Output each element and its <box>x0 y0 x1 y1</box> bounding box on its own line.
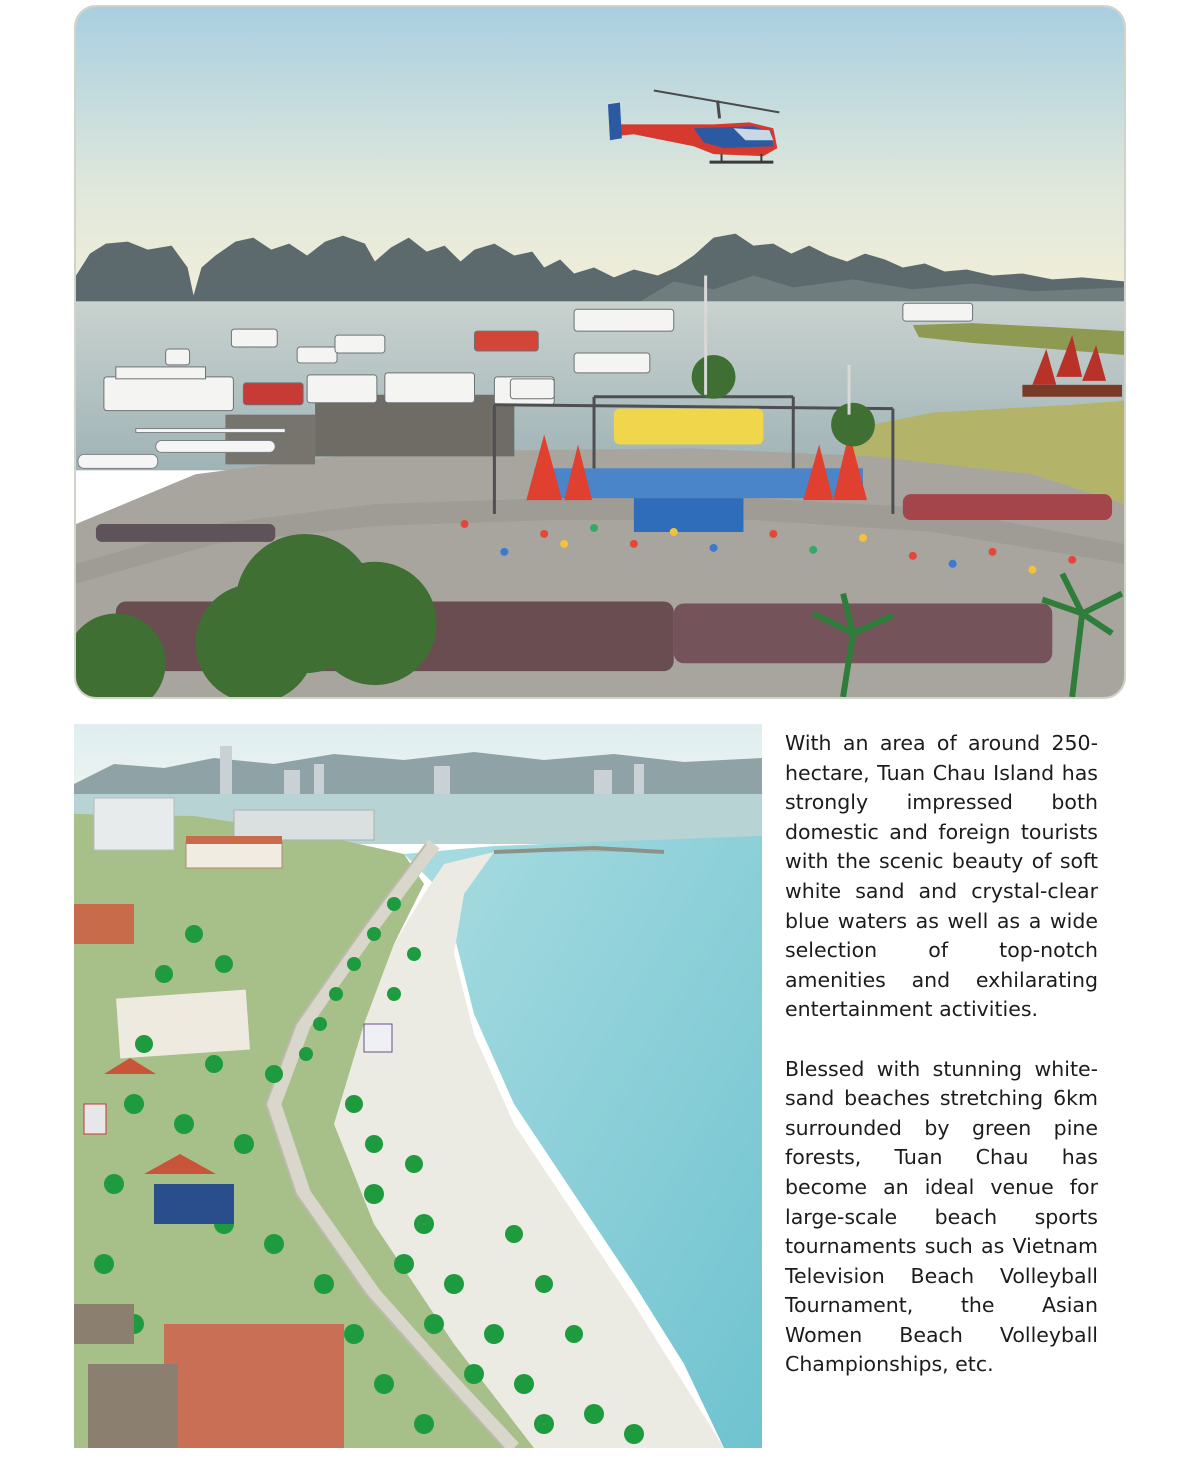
beach-illustration <box>74 724 762 1448</box>
festival-illustration <box>76 7 1124 697</box>
article-paragraph-1: With an area of around 250-hectare, Tuan Chau Island has strongly impressed both domestic and foreign tourists with the scenic beauty of soft white sand and crystal-clear blue waters as well as a wide selection of top-notch amenities and exhilarating entertainment activities. <box>785 731 1098 1022</box>
article-text <box>785 729 1098 1380</box>
clay-court <box>164 1324 344 1448</box>
pier <box>315 395 514 457</box>
article-paragraph-2: Blessed with stunning white-sand beaches stretching 6km surrounded by green pine forests, Tuan Chau has become an ideal venue for large-scale beach sports tournaments such as Vietnam Television Beach Volleyball Tournament, the Asian Women Beach Volleyball Championships, etc. <box>785 1056 1098 1377</box>
festival-photo <box>74 5 1126 699</box>
beach-aerial-photo <box>74 724 762 1448</box>
